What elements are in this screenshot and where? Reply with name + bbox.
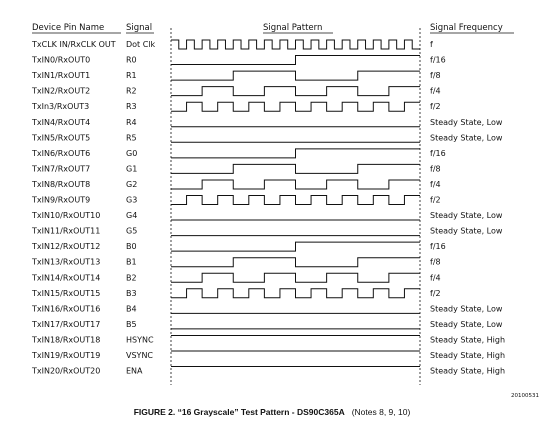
pin-name: TxIN2/RxOUT2 [32,86,91,96]
signal-name: G4 [126,211,138,221]
pin-name: TxIN12/RxOUT12 [32,242,101,252]
signal-frequency: Steady State, Low [430,226,503,236]
waveform [171,40,420,49]
signal-name: HSYNC [126,335,154,345]
pin-name: TxIN16/RxOUT16 [32,304,101,314]
pin-name: TxIN14/RxOUT14 [32,273,101,283]
signal-frequency: f/4 [430,273,441,283]
signal-frequency: Steady State, High [430,335,506,345]
signal-frequency: f/16 [430,55,446,65]
pin-name: TxIN9/RxOUT9 [32,195,91,205]
signal-row [31,211,503,220]
signal-name: VSYNC [126,351,154,360]
figure-caption-title: FIGURE 2. “16 Grayscale” Test Pattern - DS90C365A [133,407,345,417]
figure-caption-notes: (Notes 8, 9, 10) [351,407,411,417]
signal-frequency: f/2 [430,102,441,112]
pin-name: TxIN15/RxOUT15 [32,288,101,298]
waveform [171,180,420,189]
signal-row [31,227,503,236]
signal-name: R3 [126,102,137,112]
signal-row [31,351,505,360]
signal-frequency: f/8 [430,164,441,174]
waveform [171,258,420,267]
signal-row [31,87,441,96]
signal-row [31,40,433,49]
waveform [171,242,420,251]
figure-caption [134,402,411,419]
waveform [171,289,420,298]
signal-row [31,320,503,329]
signal-frequency: Steady State, High [430,351,506,360]
signal-row [31,242,446,251]
signal-row [31,289,441,298]
signal-rows [31,40,505,376]
pin-name: TxIN8/RxOUT8 [32,179,91,189]
signal-row [31,258,441,267]
signal-row [31,367,505,376]
signal-name: B3 [126,288,137,298]
waveform [171,164,420,173]
signal-frequency: Steady State, Low [430,211,503,221]
signal-name: G5 [126,226,138,236]
waveform [171,87,420,96]
signal-row [31,273,441,282]
waveform [171,71,420,80]
signal-frequency: f/4 [430,86,441,96]
signal-frequency: Steady State, Low [430,304,503,314]
waveform [171,102,420,111]
signal-row [31,196,441,205]
signal-name: B2 [126,273,137,283]
signal-row [31,118,503,127]
signal-row [31,149,446,158]
signal-name: R1 [126,71,137,81]
signal-frequency: f/4 [430,179,441,189]
signal-frequency: f/8 [430,257,441,267]
signal-name: G1 [126,164,138,174]
signal-row [31,71,441,80]
signal-name: R2 [126,86,137,96]
waveform [171,149,420,158]
document-number: 20100531 [511,393,539,399]
waveform [171,196,420,205]
pin-name: TxIN6/RxOUT6 [32,148,91,158]
header-signal: Signal [126,23,153,33]
column-headers [32,23,514,33]
header-signal-frequency: Signal Frequency [430,23,503,33]
signal-frequency: f/16 [430,242,446,252]
pin-name: TxIn3/RxOUT3 [32,102,90,112]
signal-frequency: Steady State, High [430,366,506,376]
pin-name: TxIN11/RxOUT11 [32,226,101,236]
signal-name: ENA [126,366,143,376]
waveform [171,273,420,282]
pin-name: TxIN20/RxOUT20 [32,366,101,376]
signal-frequency: f/2 [430,195,441,205]
signal-name: R4 [126,117,137,127]
signal-name: B0 [126,242,137,252]
header-pin-name: Device Pin Name [32,23,105,33]
signal-row [31,335,505,344]
pin-name: TxCLK IN/RxCLK OUT [32,40,116,49]
signal-name: B5 [126,319,137,329]
signal-row [31,164,441,173]
signal-name: B1 [126,257,137,267]
signal-frequency: f/8 [430,71,441,81]
pin-name: TxIN19/RxOUT19 [32,351,101,360]
signal-name: G3 [126,195,138,205]
signal-frequency: f/16 [430,148,446,158]
pin-name: TxIN0/RxOUT0 [32,55,91,65]
pin-name: TxIN4/RxOUT4 [32,117,91,127]
signal-frequency: f/2 [430,288,441,298]
signal-name: B4 [126,304,137,314]
signal-name: G2 [126,179,138,189]
pin-name: TxIN13/RxOUT13 [32,257,101,267]
signal-name: G0 [126,148,138,158]
signal-name: R0 [126,55,137,65]
signal-row [31,304,503,313]
signal-name: Dot Clk [126,40,156,49]
signal-frequency: Steady State, Low [430,133,503,143]
signal-row [31,133,503,142]
waveform [171,56,420,65]
header-signal-pattern: Signal Pattern [263,23,323,33]
signal-frequency: f [430,40,433,49]
signal-row [31,180,441,189]
pin-name: TxIN17/RxOUT17 [32,319,101,329]
pin-name: TxIN7/RxOUT7 [32,164,91,174]
signal-row [31,102,441,111]
pin-name: TxIN5/RxOUT5 [32,133,91,143]
pin-name: TxIN18/RxOUT18 [32,335,101,345]
signal-frequency: Steady State, Low [430,117,503,127]
signal-name: R5 [126,133,137,143]
signal-row [31,56,446,65]
pin-name: TxIN10/RxOUT10 [32,211,101,221]
pin-name: TxIN1/RxOUT1 [32,71,91,81]
signal-frequency: Steady State, Low [430,319,503,329]
